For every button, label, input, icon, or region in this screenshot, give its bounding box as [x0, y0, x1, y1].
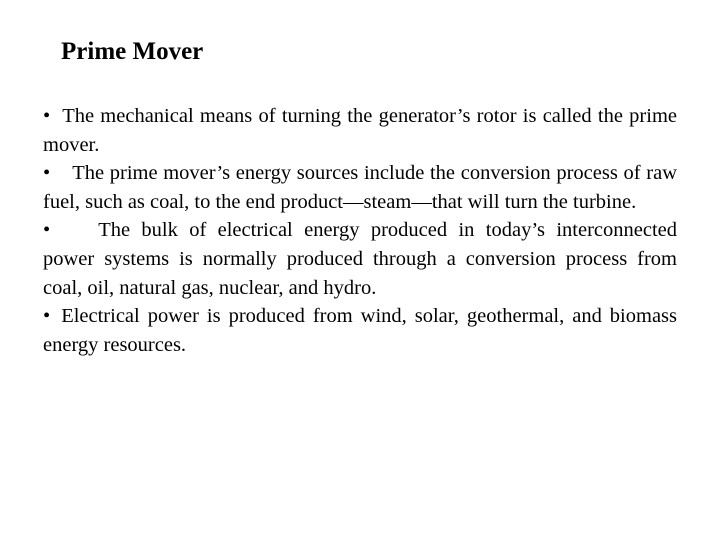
bullet-list: [43, 102, 677, 359]
bullet-icon: •: [43, 305, 51, 328]
bullet-text: Electrical power is produced from wind, solar, geothermal, and biomass energy resources.: [43, 305, 677, 356]
bullet-text: The prime mover’s energy sources include the conversion process of raw fuel, such as coal, to the end product—steam—that will turn the turbine.: [43, 162, 677, 213]
bullet-icon: •: [43, 162, 51, 185]
bullet-item: [43, 102, 677, 159]
bullet-icon: •: [43, 219, 51, 242]
bullet-item: [43, 302, 677, 359]
slide-title: Prime Mover: [61, 38, 204, 65]
bullet-item: [43, 159, 677, 216]
bullet-text: The bulk of electrical energy produced in today’s interconnected power systems is normally produced through a conversion process from coal, oil, natural gas, nuclear, and hydro.: [43, 219, 677, 299]
bullet-item: [43, 216, 677, 302]
bullet-text: The mechanical means of turning the generator’s rotor is called the prime mover.: [43, 105, 677, 156]
bullet-icon: •: [43, 105, 51, 127]
